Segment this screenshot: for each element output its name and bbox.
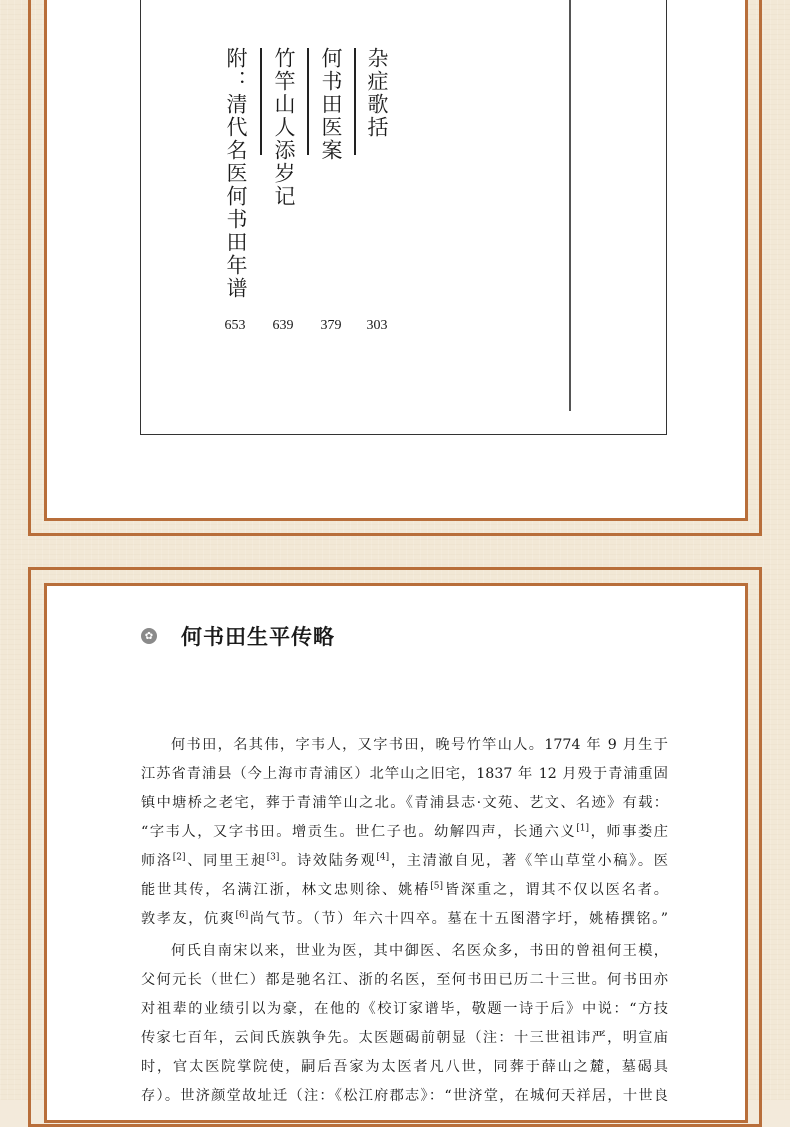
text-line: 传家七百年，云间氏族孰争先。太医题碣前朝显（注：十三世祖讳严，明宣庙 <box>141 1030 668 1046</box>
toc-box <box>140 0 667 435</box>
toc-entry-title[interactable]: 附：清代名医何书田年谱 <box>224 47 248 300</box>
toc-separator <box>307 48 309 155</box>
toc-separator <box>260 48 262 155</box>
section-title: 何书田生平传略 <box>181 625 335 649</box>
text-line: 何书田，名其伟，字韦人，又字书田，晚号竹竿山人。1774 年 9 月生于 <box>171 737 668 753</box>
book-page-contents <box>44 0 748 521</box>
text-line: 江苏省青浦县（今上海市青浦区）北竿山之旧宅，1837 年 12 月殁于青浦重固 <box>141 766 668 782</box>
footnote-marker[interactable]: [6] <box>235 910 249 921</box>
text-line: 能世其传，名满江浙，林文忠则徐、姚椿[5]皆深重之，谓其不仅以医名者。 <box>141 881 668 898</box>
footnote-marker[interactable]: [3] <box>266 852 280 863</box>
text-line: “字韦人，又字书田。增贡生。世仁子也。幼解四声，长通六义[1]，师事娄庄 <box>141 823 668 840</box>
section-heading <box>141 621 335 651</box>
toc-vertical-rule <box>569 0 571 411</box>
text-line: 存）。世济颜堂故址迁（注：《松江府郡志》：“世济堂，在城何天祥居，十世良 <box>141 1088 668 1104</box>
book-page-biography <box>44 583 748 1123</box>
toc-entry-page: 303 <box>366 318 388 333</box>
footnote-marker[interactable]: [2] <box>172 852 186 863</box>
toc-separator <box>354 48 356 155</box>
toc-entry-title[interactable]: 何书田医案 <box>319 47 343 162</box>
toc-entry-title[interactable]: 竹竿山人添岁记 <box>272 47 296 208</box>
toc-entry-page: 653 <box>224 318 246 333</box>
text-line: 对祖辈的业绩引以为豪，在他的《校订家谱毕，敬题一诗于后》中说：“方技 <box>141 1001 668 1017</box>
flower-emblem-icon: ✿ <box>141 628 157 644</box>
body-text <box>141 731 668 1111</box>
toc-entry-page: 639 <box>272 318 294 333</box>
text-line: 师洛[2]、同里王昶[3]。诗效陆务观[4]，主清澈自见，著《竿山草堂小稿》。医 <box>141 852 668 869</box>
text-line: 何氏自南宋以来，世业为医，其中御医、名医众多，书田的曾祖何王模， <box>171 943 668 959</box>
footnote-marker[interactable]: [1] <box>576 823 590 834</box>
toc-entry-page: 379 <box>320 318 342 333</box>
footnote-marker[interactable]: [4] <box>376 852 390 863</box>
footnote-marker[interactable]: [5] <box>430 881 443 892</box>
text-line: 父何元长（世仁）都是驰名江、浙的名医，至何书田已历二十三世。何书田亦 <box>141 972 668 988</box>
text-line: 敦孝友，伉爽[6]尚气节。（节）年六十四卒。墓在十五图潜字圩，姚椿撰铭。” <box>141 910 668 927</box>
text-line: 时，官太医院掌院使，嗣后吾家为太医者凡八世，同葬于薛山之麓，墓碣具 <box>141 1059 668 1075</box>
toc-entry-title[interactable]: 杂症歌括 <box>365 47 389 139</box>
text-line: 镇中塘桥之老宅，葬于青浦竿山之北。《青浦县志·文苑、艺文、名迹》有载： <box>141 795 668 811</box>
